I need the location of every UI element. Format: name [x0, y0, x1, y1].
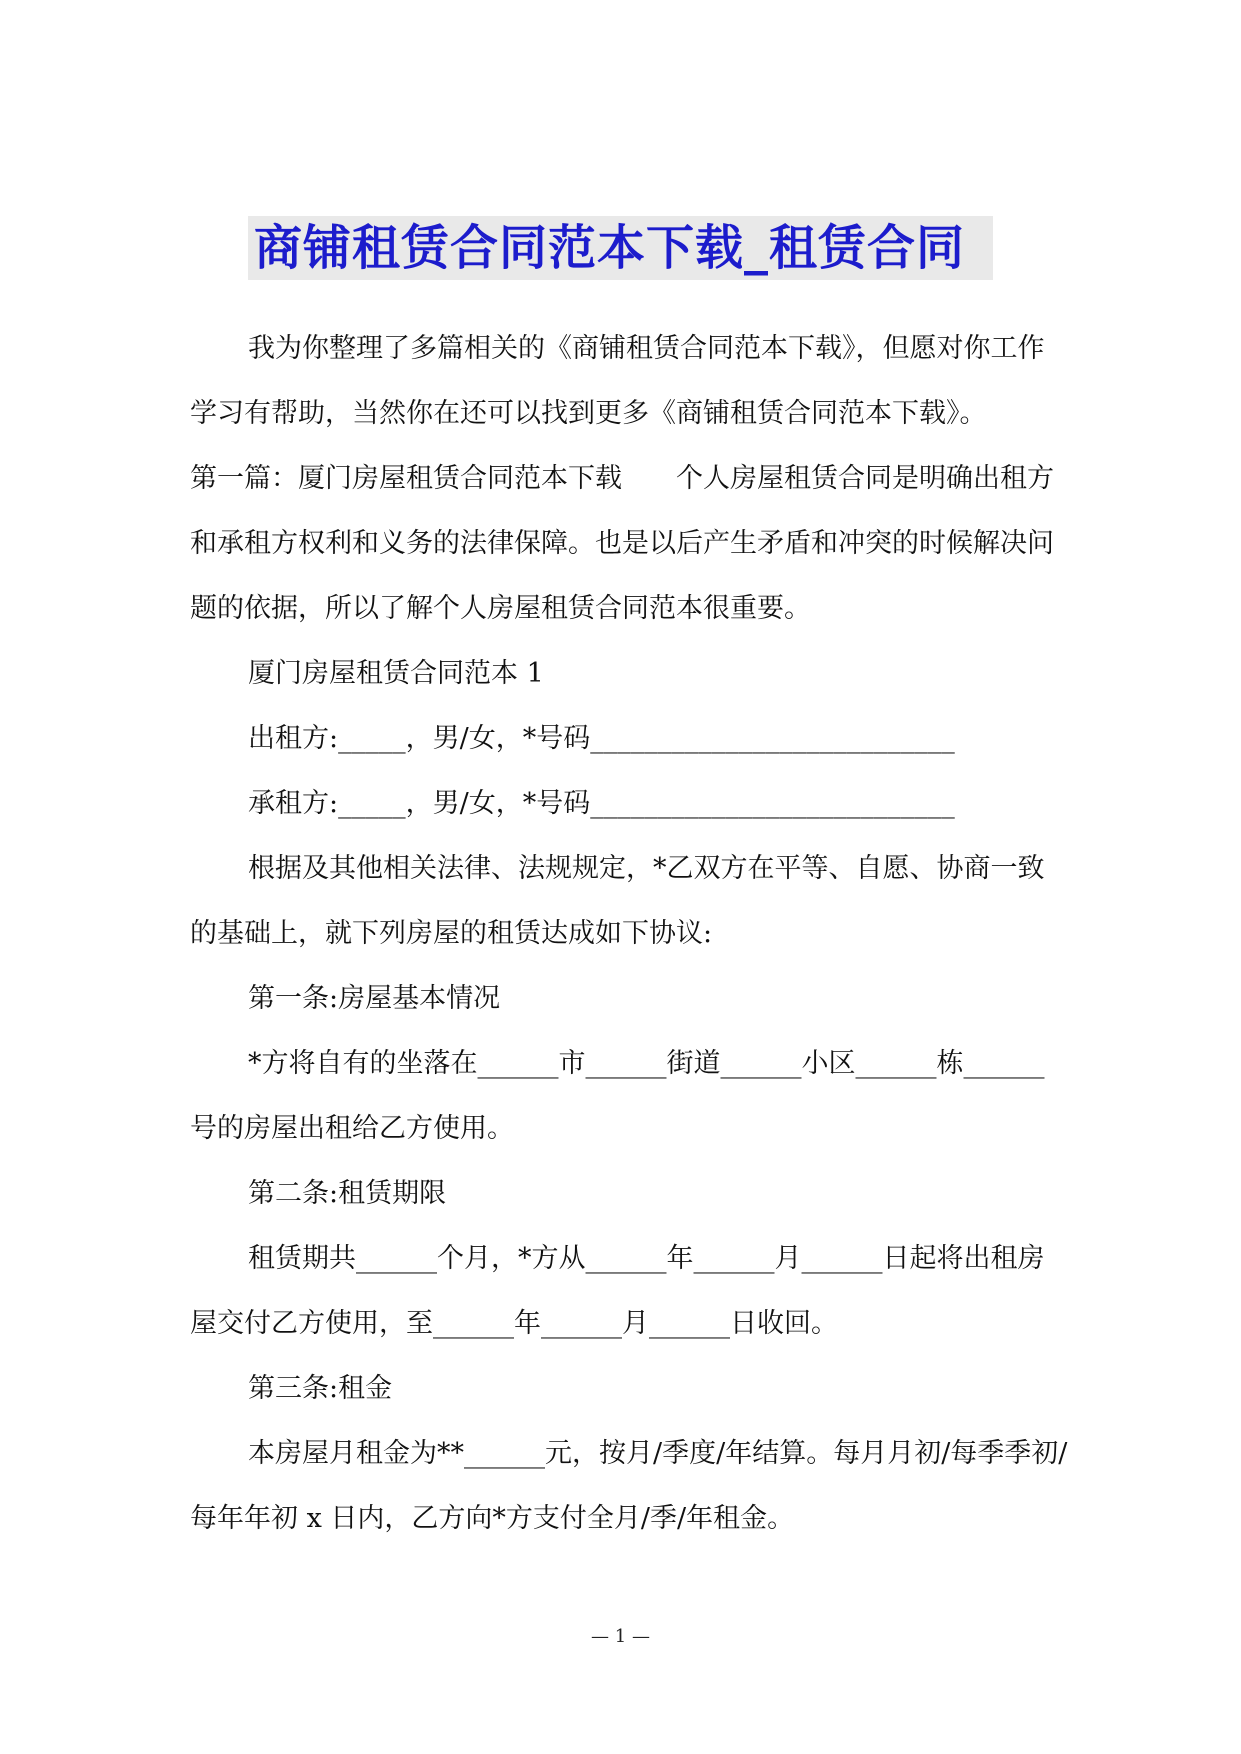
- paragraph-first-article: 第一篇：厦门房屋租赁合同范本下载 个人房屋租赁合同是明确出租方和承租方权利和义务的法律保障。也是以后产生矛盾和冲突的时候解决问题的依据，所以了解个人房屋租赁合同范本很重要。: [190, 463, 1054, 624]
- clause-1-body: *方将自有的坐落在______市______街道______小区______栋______号的房屋出租给乙方使用。: [190, 1048, 1045, 1144]
- paragraph-intro: 我为你整理了多篇相关的《商铺租赁合同范本下载》，但愿对你工作学习有帮助，当然你在还可以找到更多《商铺租赁合同范本下载》。: [190, 333, 1045, 429]
- clause-1-title: 第一条:房屋基本情况: [248, 983, 501, 1014]
- paragraph-lessor: 出租方:_____，男/女，*号码___________________________: [248, 723, 955, 754]
- paragraph-basis: 根据及其他相关法律、法规规定，*乙双方在平等、自愿、协商一致的基础上，就下列房屋的租赁达成如下协议:: [190, 853, 1045, 949]
- paragraph-sample-heading: 厦门房屋租赁合同范本 1: [248, 658, 544, 689]
- page-number: — 1 —: [591, 1626, 650, 1647]
- title-wrap: [0, 216, 1241, 280]
- clause-3-body: 本房屋月租金为**______元，按月/季度/年结算。每月月初/每季季初/每年年初 x 日内，乙方向*方支付全月/季/年租金。: [190, 1438, 1068, 1534]
- clause-3-title: 第三条:租金: [248, 1373, 393, 1404]
- paragraph-lessee: 承租方:_____，男/女，*号码___________________________: [248, 788, 955, 819]
- clause-2-title: 第二条:租赁期限: [248, 1178, 447, 1209]
- document-title: 商铺租赁合同范本下载_租赁合同: [248, 216, 993, 280]
- clause-2-body: 租赁期共______个月，*方从______年______月______日起将出租房屋交付乙方使用，至______年______月______日收回。: [190, 1243, 1045, 1339]
- document-body: [190, 316, 1068, 1551]
